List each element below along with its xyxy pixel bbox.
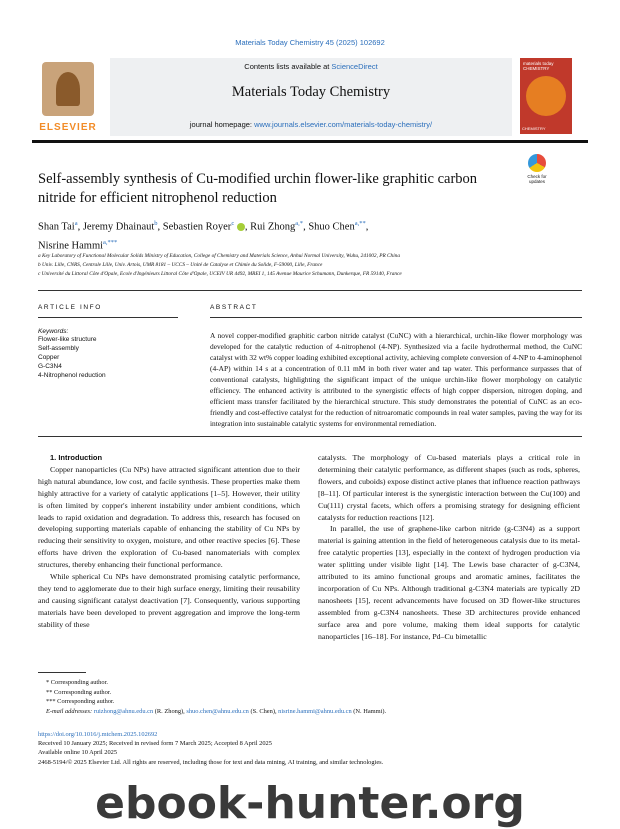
elsevier-wordmark: ELSEVIER (39, 122, 97, 133)
body-paragraph: Copper nanoparticles (Cu NPs) have attracted significant attention due to their high natural abundance, low cost, and facile synthesis. These properties make them highly attractive for a variety of catalytic applications [1–5]. However, their utility is often limited by copper's inherent instability under ambient conditions, which leads to rapid oxidation and degradation. To address this, research has focused on developing supporting materials capable of enhancing the stability of Cu NPs by reducing their sensitivity to oxygen, moisture, and other reactive species [6]. These efforts have driven the exploration of Cu-based nanomaterials with complex structures, thereby enhancing their functional performance. (38, 464, 300, 570)
author-list: Shan Tai$^a$, Jeremy Dhainaut$^b$, Sebastien Royer$^c$ , Rui Zhong$^{a,*}$, Shuo Chen$^{a,**}$, Nisrine Hammi$^{a,***}$ (38, 220, 369, 251)
article-info (38, 304, 178, 380)
footnote: ** Corresponding author. (46, 688, 112, 696)
author-affiliation-mark[interactable]: a,** (354, 220, 366, 227)
journal-cover-thumbnail[interactable] (520, 58, 572, 134)
email-link-hammi[interactable]: nisrine.hammi@ahnu.edu.cn (278, 707, 352, 715)
body-paragraph: catalysts. The morphology of Cu-based materials plays a critical role in determining their catalytic performance, as different shapes (such as rods, spheres, flowers, and cuboids) expose distinct active planes that influence reaction pathways [8–11]. Of particular interest is the synergistic interaction between the Cu(100) and Cu(111) crystal facets, which offers a promising strategy for designing efficient catalysts for reduction reactions [12]. (318, 453, 580, 522)
affiliation-a: a Key Laboratory of Functional Molecular Solids Ministry of Education, College of Chemistry and Materials Science, Anhui Normal University, Wuhu, 241002, PR China (38, 253, 400, 259)
body-paragraph: While spherical Cu NPs have demonstrated promising catalytic performance, they tend to agglomerate due to their high surface energy, limiting their reusability and causing significant catalyst deactivation [7]. Consequently, various supporting materials have been developed to prevent aggregation and improve the long-term stability of these (38, 572, 300, 629)
affiliations (38, 252, 578, 280)
abstract-bottom-rule (38, 436, 582, 437)
journal-masthead (32, 58, 588, 136)
doi-link[interactable]: https://doi.org/10.1016/j.mtchem.2025.102692 (38, 731, 158, 738)
abstract-text: A novel copper-modified graphitic carbon nitride catalyst (CuNC) with a hierarchical, urchin-like flower morphology was developed for the catalytic reduction of 4-nitrophenol (4-NP). Synthesized via a facile hydrothermal method, the CuNC catalyst with 32 wt% copper loading exhibited exceptional activity, achieving complete conversion of 4-NP to 4-aminophenol (4-AP) within 14 s at a concentration of 0.11 mM in both river water and tap water. This performance surpasses that of conventional catalysts, highlighting the significant impact of the unique urchin-like flower morphology on catalytic efficiency. The enhanced activity is attributed to the synergistic effects of high copper dispersion, nitrogen doping, and efficient mass transfer facilitated by the hierarchical structure. This study demonstrates the potential of CuNC as an eco-friendly and cost-effective catalyst for the reduction of nitroaromatic compounds in real water samples, paving the way for its integration into sustainable catalytic systems for environmental remediation. (210, 331, 582, 428)
cover-image (526, 76, 566, 116)
masthead-rule (32, 140, 588, 143)
check-for-updates-badge[interactable] (522, 154, 552, 188)
orcid-icon[interactable] (237, 223, 245, 231)
author-name[interactable]: Jeremy Dhainaut (82, 221, 155, 233)
author-name[interactable]: Sebastien Royer (162, 221, 232, 233)
abstract-section (210, 304, 582, 429)
homepage-prefix: journal homepage: (189, 120, 255, 129)
email-link-zhong[interactable]: ruizhong@ahnu.edu.cn (93, 707, 154, 715)
author-affiliation-mark[interactable]: b (154, 220, 158, 227)
email-link-chen[interactable]: shuo.chen@ahnu.edu.cn (186, 707, 249, 715)
journal-homepage (110, 120, 512, 129)
author-name[interactable]: Rui Zhong (250, 221, 296, 233)
check-updates-icon (528, 154, 546, 172)
keyword: Copper (38, 354, 60, 361)
email-label: E-mail addresses: (46, 707, 94, 715)
affiliation-b: b Univ. Lille, CNRS, Centrale Lille, Univ. Artois, UMR 8181 – UCCS – Unité de Catalyse et Chimie du Solide, F-59000, Lille, France (38, 262, 323, 269)
affiliation-c: c Université du Littoral Côte d'Opale, Ecole d'Ingénieurs Littoral Côte d'Opale, UCEIV UR 4492, MREI 1, 145 Avenue Maurice Schumann, Dunkerque, FR 59140, France (38, 271, 402, 278)
email-owner: (S. Chen), (248, 707, 279, 715)
publication-info (38, 730, 598, 767)
abstract-heading: ABSTRACT (210, 304, 258, 311)
article-info-rule (38, 317, 178, 318)
body-column-right (318, 452, 580, 643)
author-affiliation-mark[interactable]: a,* (295, 220, 304, 227)
footnote: * Corresponding author. (46, 679, 108, 686)
author-affiliation-mark[interactable]: c (231, 220, 235, 227)
footnotes (46, 678, 586, 716)
footnote: *** Corresponding author. (46, 698, 115, 705)
email-line (46, 707, 586, 717)
journal-name: Materials Today Chemistry (231, 84, 391, 100)
body-column-left (38, 452, 300, 631)
keyword: 4-Nitrophenol reduction (38, 372, 106, 379)
received-dates: Received 10 January 2025; Received in revised form 7 March 2025; Accepted 8 April 2025 (38, 740, 272, 748)
cover-title: materials today CHEMISTRY (523, 61, 554, 71)
masthead-banner (110, 58, 512, 136)
homepage-link[interactable]: www.journals.elsevier.com/materials-today-chemistry/ (254, 120, 433, 129)
author-name[interactable]: Shuo Chen (308, 221, 355, 233)
check-updates-label: Check for updates (527, 174, 547, 184)
keyword: Self-assembly (38, 345, 79, 352)
journal-reference[interactable]: Materials Today Chemistry 45 (2025) 102692 (235, 38, 385, 47)
available-online: Available online 10 April 2025 (38, 749, 118, 757)
copyright: 2468-5194/© 2025 Elsevier Ltd. All rights are reserved, including those for text and data mining, AI training, and similar technologies. (38, 758, 384, 766)
elsevier-logo[interactable] (32, 62, 104, 134)
keyword: Flower-like structure (38, 336, 97, 343)
author-name[interactable]: Nisrine Hammi (38, 240, 104, 251)
affiliations-rule (38, 290, 582, 291)
email-owner: (R. Zhong), (153, 707, 187, 715)
sciencedirect-link[interactable]: ScienceDirect (331, 62, 378, 71)
contents-prefix: Contents lists available at (244, 62, 332, 71)
elsevier-tree-icon (42, 62, 94, 116)
author-name[interactable]: Shan Tai (38, 221, 75, 233)
author-affiliation-mark[interactable]: a,*** (103, 238, 118, 246)
article-info-heading: ARTICLE INFO (38, 304, 102, 311)
section-heading-introduction: 1. Introduction (50, 453, 103, 462)
keyword: G-C3N4 (38, 363, 62, 370)
email-owner: (N. Hammi). (351, 707, 387, 715)
keywords-label: Keywords: (38, 328, 69, 335)
cover-footer: CHEMISTRY (522, 126, 546, 131)
footnote-rule (38, 672, 86, 673)
article-title: Self-assembly synthesis of Cu-modified urchin flower-like graphitic carbon nitride for efficient nitrophenol reduction (38, 171, 478, 206)
watermark: ebook-hunter.org (95, 778, 525, 829)
body-paragraph: In parallel, the use of graphene-like carbon nitride (g-C3N4) as a support material is gaining attention in the field of heterogeneous catalysis due to its metal-free catalytic properties [13], especially in the context of hydrogen production via water splitting under visible light [14]. The Lewis base character of g-C3N4, attributed to its amino functional groups and aromatic amines, facilitates the incorporation of Cu NPs. Although traditional g-C3N4 materials are typically 2D nanosheets [15], recent advancements have focused on 3D flower-like structures assembled from g-C3N4 nanosheets. These 3D architectures provide enhanced surface area and pore volume, making them ideal supports for catalytic nanoparticles [16–18]. For instance, Pd–Cu bimetallic (318, 524, 580, 641)
contents-line (110, 62, 512, 71)
abstract-rule (210, 317, 582, 318)
author-affiliation-mark[interactable]: a (74, 220, 78, 227)
